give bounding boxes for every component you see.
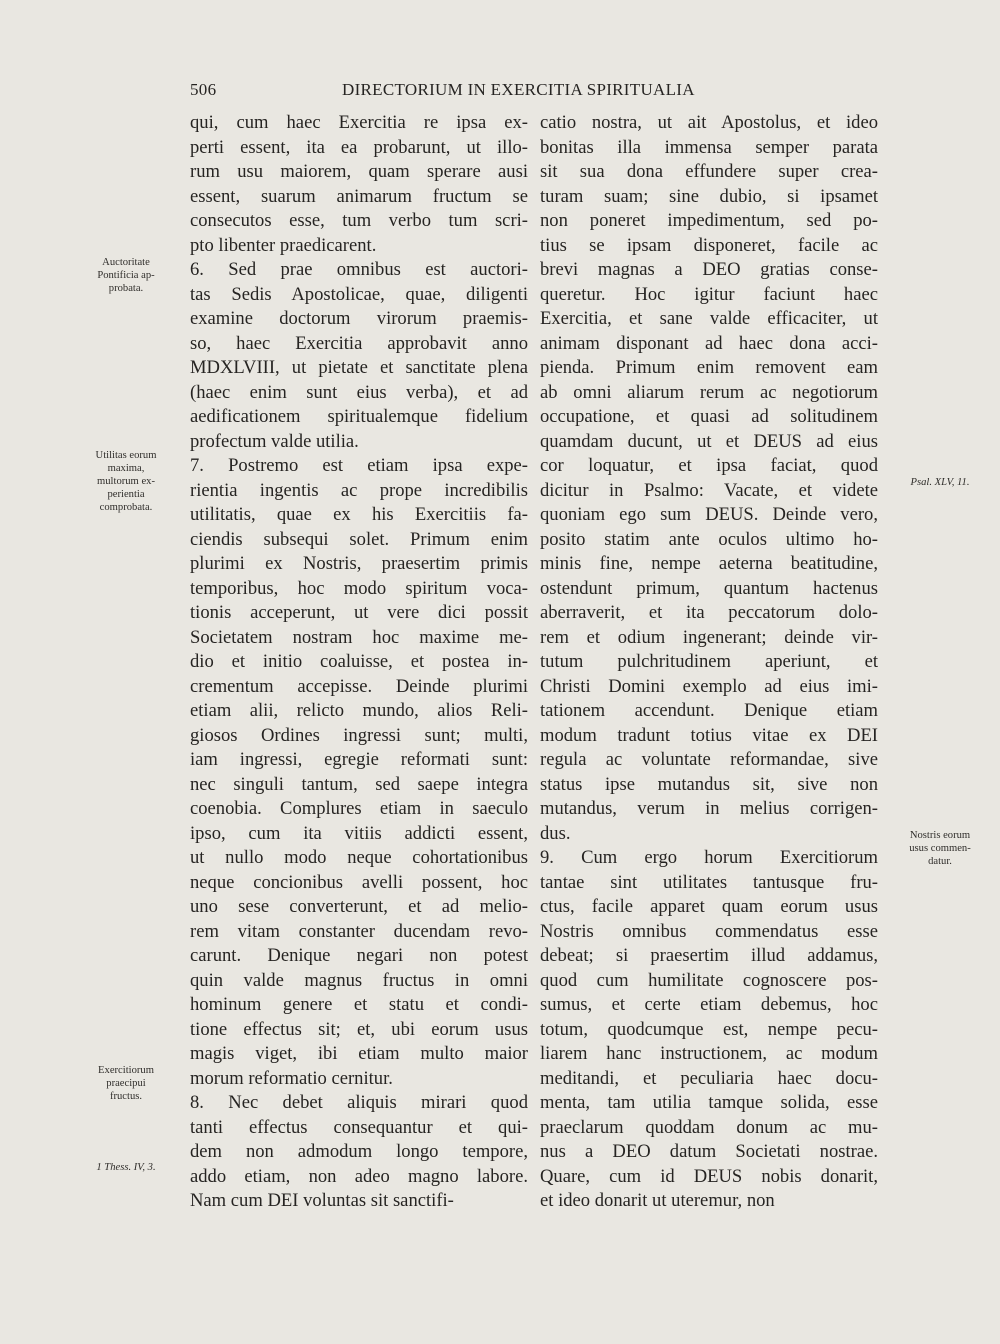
- text-line: plurimi ex Nostris, praesertim primis: [190, 553, 528, 574]
- margin-note-line: Exercitiorum: [98, 1065, 154, 1076]
- text-line: ut nullo modo neque cohortationibus: [190, 847, 528, 868]
- page-number: 506: [190, 80, 217, 99]
- text-line: catio nostra, ut ait Apostolus, et ideo: [540, 112, 878, 133]
- text-line: tius se ipsam disponeret, facile ac: [540, 234, 878, 256]
- text-line: ctus, facile apparet quam eorum usus: [540, 896, 878, 917]
- text-line: ostendunt primum, quantum hactenus: [540, 577, 878, 599]
- text-line: Exercitia, et sane valde efficaciter, ut: [540, 308, 878, 329]
- text-line: rum usu maiorem, quam sperare ausi: [190, 161, 528, 182]
- text-line: non poneret impedimentum, sed po-: [540, 210, 878, 231]
- text-line: rem vitam constanter ducendam revo-: [190, 920, 528, 942]
- text-line: dem non admodum longo tempore,: [190, 1141, 528, 1162]
- text-line: 7. Postremo est etiam ipsa expe-: [190, 455, 528, 476]
- text-line: utilitatis, quae ex his Exercitiis fa-: [190, 504, 528, 525]
- page-header: [190, 80, 880, 110]
- text-line: tationem accendunt. Denique etiam: [540, 700, 878, 721]
- text-line: Quare, cum id DEUS nobis donarit,: [540, 1165, 878, 1187]
- text-line: cor loquatur, et ipsa faciat, quod: [540, 455, 878, 476]
- text-line: rem et odium ingenerant; deinde vir-: [540, 626, 878, 648]
- text-line: liarem hanc instructionem, ac modum: [540, 1043, 878, 1064]
- margin-note-line: fructus.: [109, 1091, 143, 1102]
- text-line: sumus, et certe etiam debemus, hoc: [540, 994, 878, 1015]
- text-line: sit sua dona effundere super crea-: [540, 161, 878, 182]
- text-line: animam disponant ad haec dona acci-: [540, 332, 878, 354]
- text-line: coenobia. Complures etiam in saeculo: [190, 798, 528, 819]
- text-line: minis fine, nempe aeterna beatitudine,: [540, 553, 878, 574]
- margin-note-line: comprobata.: [99, 502, 153, 513]
- text-line: pienda. Primum enim removent eam: [540, 357, 878, 378]
- text-line: essent, suarum animarum fructum se: [190, 185, 528, 207]
- text-line: queretur. Hoc igitur faciunt haec: [540, 283, 878, 305]
- text-line: tionis acceperunt, ut vere dici possit: [190, 602, 528, 623]
- text-line: Nostris omnibus commendatus esse: [540, 920, 878, 942]
- text-line: (haec enim sunt eius verba), et ad: [190, 381, 528, 403]
- text-line: rientia ingentis ac prope incredibilis: [190, 479, 528, 501]
- text-line: modum tradunt totius vitae ex DEI: [540, 724, 878, 746]
- text-line: crementum accepisse. Deinde plurimi: [190, 675, 528, 697]
- margin-note-line: 1 Thess. IV, 3.: [96, 1162, 156, 1173]
- text-line: magis viget, ibi etiam multo maior: [190, 1043, 528, 1064]
- text-line: 6. Sed prae omnibus est auctori-: [190, 259, 528, 280]
- margin-note-line: probata.: [108, 283, 144, 294]
- text-line: Societatem nostram hoc maxime me-: [190, 626, 528, 648]
- text-line: neque concionibus avelli possent, hoc: [190, 871, 528, 893]
- text-line: uno sese converterunt, et ad melio-: [190, 896, 528, 917]
- margin-note-line: Auctoritate: [102, 257, 150, 268]
- text-line: qui, cum haec Exercitia re ipsa ex-: [190, 112, 528, 133]
- text-line: tas Sedis Apostolicae, quae, diligenti: [190, 283, 528, 305]
- margin-note-line: Nostris eorum: [909, 830, 971, 841]
- text-line: iam ingressi, egregie reformati sunt:: [190, 749, 528, 770]
- text-line: tantae sint utilitates tantusque fru-: [540, 871, 878, 893]
- margin-note-line: usus commen-: [909, 843, 971, 854]
- text-line: ab omni aliarum rerum ac negotiorum: [540, 381, 878, 403]
- text-line: Nam cum DEI voluntas sit sanctifi-: [190, 1190, 454, 1211]
- text-line: regula ac voluntate reformandae, sive: [540, 749, 878, 770]
- text-line: aedificationem spiritualemque fidelium: [190, 406, 528, 427]
- margin-note-line: perientia: [107, 489, 145, 500]
- text-line: status ipse mutandus sit, sive non: [540, 773, 878, 795]
- text-line: so, haec Exercitia approbavit anno: [190, 332, 528, 354]
- text-line: tutum pulchritudinem aperiunt, et: [540, 651, 878, 672]
- margin-note-line: maxima,: [107, 463, 145, 474]
- text-line: quoniam ego sum DEUS. Deinde vero,: [540, 504, 878, 525]
- text-line: quin valde magnus fructus in omni: [190, 969, 528, 991]
- text-line: tanti effectus consequantur et qui-: [190, 1116, 528, 1138]
- text-line: dicitur in Psalmo: Vacate, et videte: [540, 479, 878, 501]
- text-line: ipso, cum ita vitiis addicti essent,: [190, 822, 528, 844]
- margin-note-line: Psal. XLV, 11.: [910, 477, 970, 488]
- text-line: pto libenter praedicarent.: [190, 234, 377, 256]
- text-line: morum reformatio cernitur.: [190, 1067, 393, 1089]
- text-line: quamdam ducunt, ut et DEUS ad eius: [540, 430, 878, 452]
- text-line: perti essent, ita ea probarunt, ut illo-: [190, 136, 528, 158]
- margin-note-line: Pontificia ap-: [97, 270, 155, 281]
- margin-exercitiorum: [76, 1064, 176, 1103]
- text-line: aberraverit, et ita peccatorum dolo-: [540, 602, 878, 623]
- text-line: menta, tam utilia tamque solida, esse: [540, 1092, 878, 1113]
- text-line: addo etiam, non adeo magno labore.: [190, 1165, 528, 1187]
- margin-nostris: [890, 829, 990, 868]
- text-line: brevi magnas a DEO gratias conse-: [540, 259, 878, 280]
- text-line: carunt. Denique negari non potest: [190, 945, 528, 966]
- text-line: meditandi, et peculiaria haec docu-: [540, 1067, 878, 1089]
- text-line: tione effectus sit; et, ubi eorum usus: [190, 1018, 528, 1040]
- margin-note-line: Utilitas eorum: [95, 450, 157, 461]
- text-line: posito statim ante oculos ultimo ho-: [540, 528, 878, 550]
- text-line: debeat; si praesertim illud addamus,: [540, 945, 878, 966]
- text-line: quod cum humilitate cognoscere pos-: [540, 969, 878, 991]
- text-line: giosos Ordines ingressi sunt; multi,: [190, 724, 528, 746]
- text-line: dio et initio coaluisse, et postea in-: [190, 651, 528, 672]
- margin-thess: [76, 1161, 176, 1174]
- margin-utilitas: [76, 449, 176, 514]
- text-line: totum, quodcumque est, nempe pecu-: [540, 1018, 878, 1040]
- margin-note-line: datur.: [928, 856, 952, 867]
- text-line: profectum valde utilia.: [190, 430, 359, 452]
- right-text-column: [540, 111, 878, 1214]
- text-line: 9. Cum ergo horum Exercitiorum: [540, 847, 878, 868]
- text-line: dus.: [540, 822, 571, 844]
- text-line: praeclarum quoddam donum ac mu-: [540, 1116, 878, 1138]
- text-line: ciendis subsequi solet. Primum enim: [190, 528, 528, 550]
- margin-auctoritate: [76, 256, 176, 295]
- text-line: MDXLVIII, ut pietate et sanctitate plena: [190, 357, 528, 378]
- text-line: consecutos esse, tum verbo tum scri-: [190, 210, 528, 231]
- text-line: mutandus, verum in melius corrigen-: [540, 798, 878, 819]
- text-line: turam suam; sine dubio, si ipsamet: [540, 185, 878, 207]
- running-title: DIRECTORIUM IN EXERCITIA SPIRITUALIA: [342, 80, 695, 99]
- text-line: nec singuli tantum, sed saepe integra: [190, 773, 528, 795]
- margin-psal: [890, 476, 990, 489]
- margin-note-line: praecipui: [106, 1078, 146, 1089]
- text-line: nus a DEO datum Societati nostrae.: [540, 1141, 878, 1162]
- text-line: Christi Domini exemplo ad eius imi-: [540, 675, 878, 697]
- text-line: etiam alii, relicto mundo, alios Reli-: [190, 700, 528, 721]
- text-line: temporibus, hoc modo spiritum voca-: [190, 577, 528, 599]
- text-line: bonitas illa immensa semper parata: [540, 136, 878, 158]
- left-text-column: [190, 111, 528, 1214]
- text-line: examine doctorum virorum praemis-: [190, 308, 528, 329]
- text-line: et ideo donarit ut uteremur, non: [540, 1190, 775, 1211]
- margin-note-line: multorum ex-: [97, 476, 155, 487]
- text-line: 8. Nec debet aliquis mirari quod: [190, 1092, 528, 1113]
- text-line: hominum genere et statu et condi-: [190, 994, 528, 1015]
- text-line: occupatione, et quasi ad solitudinem: [540, 406, 878, 427]
